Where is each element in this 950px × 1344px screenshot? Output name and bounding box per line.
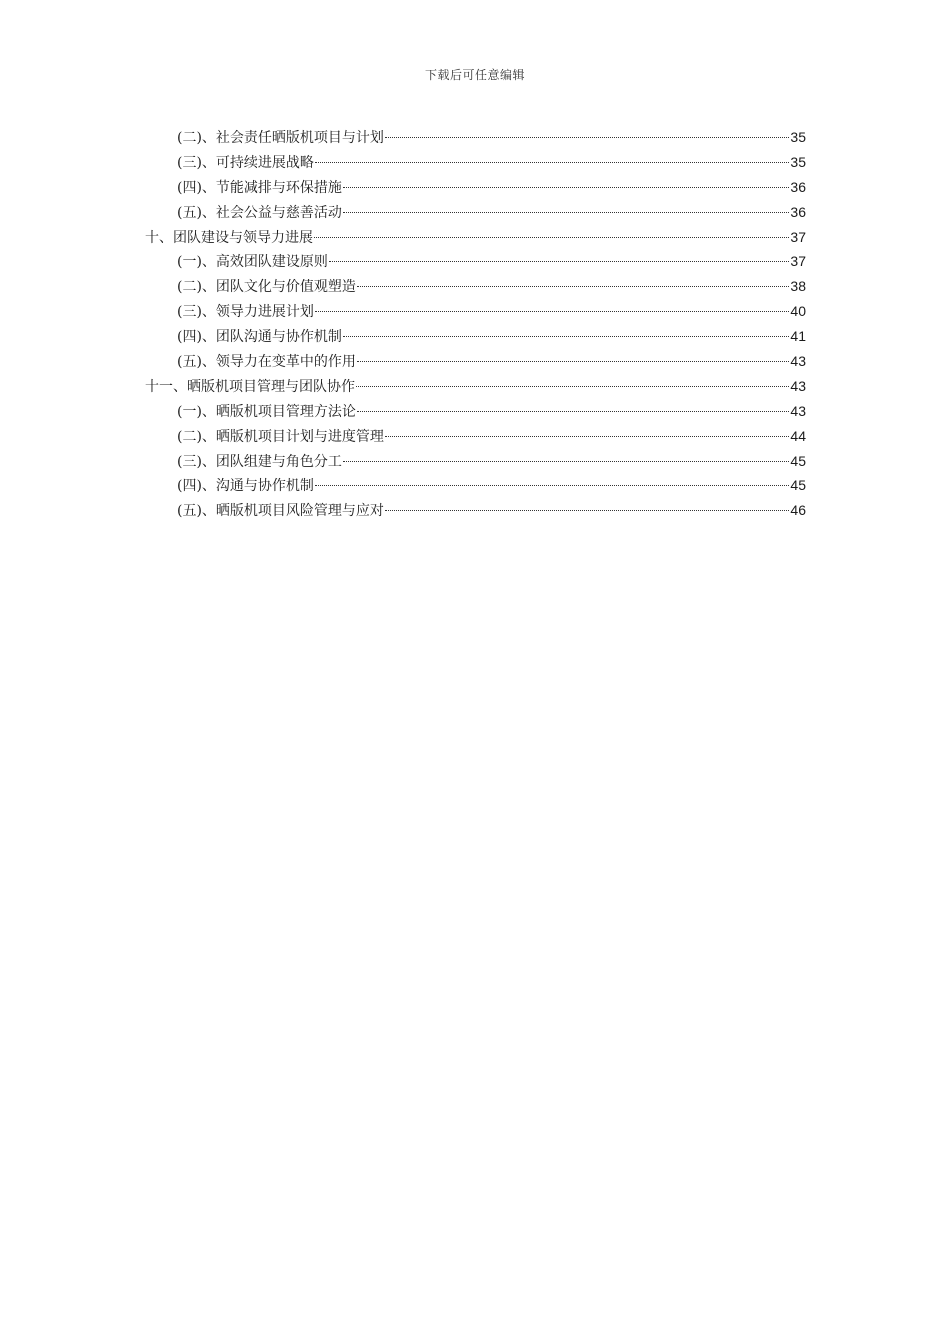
toc-dot-leader	[329, 261, 789, 262]
toc-entry[interactable]	[145, 200, 806, 225]
toc-dot-leader	[314, 237, 789, 238]
toc-chapter-entry[interactable]	[145, 225, 806, 250]
toc-page-number: 37	[790, 228, 806, 245]
toc-page-number: 45	[790, 477, 806, 494]
toc-dot-leader	[315, 485, 789, 486]
toc-page-number: 45	[790, 452, 806, 469]
toc-entry[interactable]	[145, 473, 806, 498]
toc-entry-title: (四)、节能减排与环保措施	[177, 179, 342, 196]
toc-entry[interactable]	[145, 125, 806, 150]
toc-dot-leader	[315, 311, 789, 312]
toc-entry-title: (二)、团队文化与价值观塑造	[177, 279, 356, 296]
toc-dot-leader	[385, 137, 789, 138]
toc-entry-title: (三)、领导力进展计划	[177, 304, 314, 321]
toc-entry-title: 十一、晒版机项目管理与团队协作	[145, 378, 355, 395]
toc-entry-title: (四)、团队沟通与协作机制	[177, 329, 342, 346]
toc-dot-leader	[385, 510, 789, 511]
toc-dot-leader	[357, 361, 789, 362]
toc-dot-leader	[357, 286, 789, 287]
toc-dot-leader	[343, 212, 789, 213]
toc-page-number: 36	[790, 203, 806, 220]
toc-entry-title: (四)、沟通与协作机制	[177, 478, 314, 495]
toc-page-number: 37	[790, 253, 806, 270]
toc-entry[interactable]	[145, 299, 806, 324]
toc-chapter-entry[interactable]	[145, 374, 806, 399]
toc-entry[interactable]	[145, 175, 806, 200]
toc-page-number: 36	[790, 178, 806, 195]
toc-entry-title: (二)、晒版机项目计划与进度管理	[177, 428, 384, 445]
toc-entry-title: (五)、领导力在变革中的作用	[177, 354, 356, 371]
toc-entry[interactable]	[145, 498, 806, 523]
toc-page-number: 35	[790, 153, 806, 170]
table-of-contents	[145, 125, 806, 523]
toc-entry-title: (二)、社会责任晒版机项目与计划	[177, 130, 384, 146]
toc-dot-leader	[343, 187, 789, 188]
toc-entry-title: (一)、高效团队建设原则	[177, 254, 328, 271]
toc-dot-leader	[343, 336, 789, 337]
toc-page-number: 43	[790, 353, 806, 370]
toc-page-number: 35	[790, 129, 806, 145]
toc-page-number: 43	[790, 402, 806, 419]
toc-entry-title: (一)、晒版机项目管理方法论	[177, 403, 356, 420]
toc-dot-leader	[357, 411, 789, 412]
toc-entry[interactable]	[145, 449, 806, 474]
toc-page-number: 44	[790, 427, 806, 444]
toc-entry-title: 十、团队建设与领导力进展	[145, 229, 313, 246]
toc-dot-leader	[343, 461, 789, 462]
toc-entry-title: (五)、晒版机项目风险管理与应对	[177, 503, 384, 520]
toc-page-number: 41	[790, 328, 806, 345]
toc-page-number: 38	[790, 278, 806, 295]
page-header: 下载后可任意编辑	[424, 68, 525, 82]
toc-entry-title: (三)、团队组建与角色分工	[177, 453, 342, 470]
toc-entry[interactable]	[145, 150, 806, 175]
toc-entry[interactable]	[145, 399, 806, 424]
toc-entry[interactable]	[145, 274, 806, 299]
toc-entry[interactable]	[145, 249, 806, 274]
toc-entry-title: (五)、社会公益与慈善活动	[177, 204, 342, 221]
toc-page-number: 40	[790, 303, 806, 320]
toc-entry-title: (三)、可持续进展战略	[177, 154, 314, 171]
toc-page-number: 46	[790, 502, 806, 519]
toc-entry[interactable]	[145, 424, 806, 449]
toc-entry[interactable]	[145, 324, 806, 349]
toc-page-number: 43	[790, 377, 806, 394]
toc-entry[interactable]	[145, 349, 806, 374]
toc-dot-leader	[385, 436, 789, 437]
toc-dot-leader	[315, 162, 789, 163]
toc-dot-leader	[356, 386, 789, 387]
